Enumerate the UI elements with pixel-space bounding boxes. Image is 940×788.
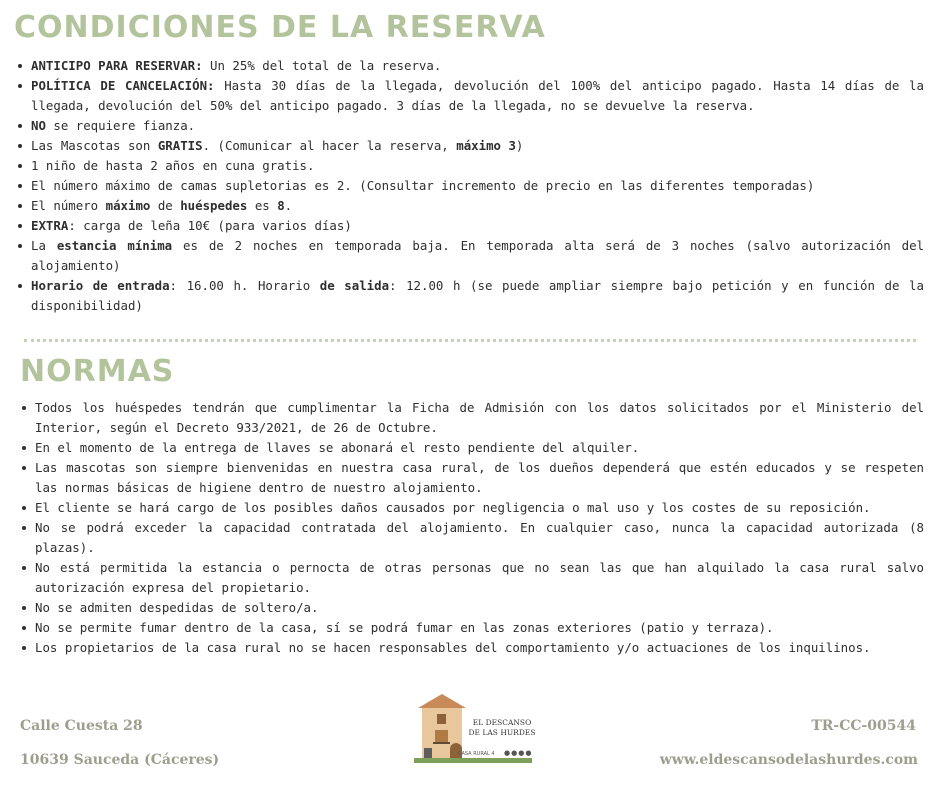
list-item: No se podrá exceder la capacidad contratada del alojamiento. En cualquier caso, nunca la capacidad autorizada (8 plazas). [20,518,924,558]
list-item: Todos los huéspedes tendrán que cumplimentar la Ficha de Admisión con los datos solicitados por el Ministerio del Interior, según el Decreto 933/2021, de 26 de Octubre. [20,398,924,438]
list-item: Las Mascotas son GRATIS. (Comunicar al hacer la reserva, máximo 3) [16,136,924,156]
list-item: Las mascotas son siempre bienvenidas en nuestra casa rural, de los dueños dependerá que estén educados y se respeten las normas básicas de higiene dentro de nuestro alojamiento. [20,458,924,498]
list-item: El número máximo de huéspedes es 8. [16,196,924,216]
list-item: NO se requiere fianza. [16,116,924,136]
house-logo [408,692,538,768]
list-item: EXTRA: carga de leña 10€ (para varios días) [16,216,924,236]
website-url: www.eldescansodelashurdes.com [659,752,918,768]
rules-title: NORMAS [20,354,175,389]
list-item: 1 niño de hasta 2 años en cuna gratis. [16,156,924,176]
list-item: Los propietarios de la casa rural no se hacen responsables del comportamiento y/o actuaciones de los inquilinos. [20,638,924,658]
address-city: 10639 Sauceda (Cáceres) [20,752,220,768]
list-item: POLÍTICA DE CANCELACIÓN: Hasta 30 días de la llegada, devolución del 100% del anticipo pagado. Hasta 14 días de la llegada, devolución del 50% del anticipo pagado. 3 días de la llegada, no se devuelve la reserva. [16,76,924,116]
logo-subtitle: CASA RURAL 4 [458,751,495,757]
list-item: Horario de entrada: 16.00 h. Horario de salida: 12.00 h (se puede ampliar siempre bajo petición y en función de la disponibilidad) [16,276,924,316]
conditions-title: CONDICIONES DE LA RESERVA [14,10,546,45]
list-item: ANTICIPO PARA RESERVAR: Un 25% del total de la reserva. [16,56,924,76]
logo-name: EL DESCANSO DE LAS HURDES [468,718,536,737]
list-item: En el momento de la entrega de llaves se abonará el resto pendiente del alquiler. [20,438,924,458]
list-item: El cliente se hará cargo de los posibles daños causados por negligencia o mal uso y los costes de su reposición. [20,498,924,518]
list-item: No se admiten despedidas de soltero/a. [20,598,924,618]
address-street: Calle Cuesta 28 [20,718,143,734]
list-item: La estancia mínima es de 2 noches en temporada baja. En temporada alta será de 3 noches (salvo autorización del alojamiento) [16,236,924,276]
section-divider [24,339,916,342]
list-item: El número máximo de camas supletorias es 2. (Consultar incremento de precio en las diferentes temporadas) [16,176,924,196]
conditions-list [16,56,924,316]
logo-stars: ●●●● [504,749,533,757]
rules-list [20,398,924,658]
list-item: No está permitida la estancia o pernocta de otras personas que no sean las que han alquilado la casa rural salvo autorización expresa del propietario. [20,558,924,598]
registry-number: TR-CC-00544 [811,718,916,734]
list-item: No se permite fumar dentro de la casa, sí se podrá fumar en las zonas exteriores (patio y terraza). [20,618,924,638]
